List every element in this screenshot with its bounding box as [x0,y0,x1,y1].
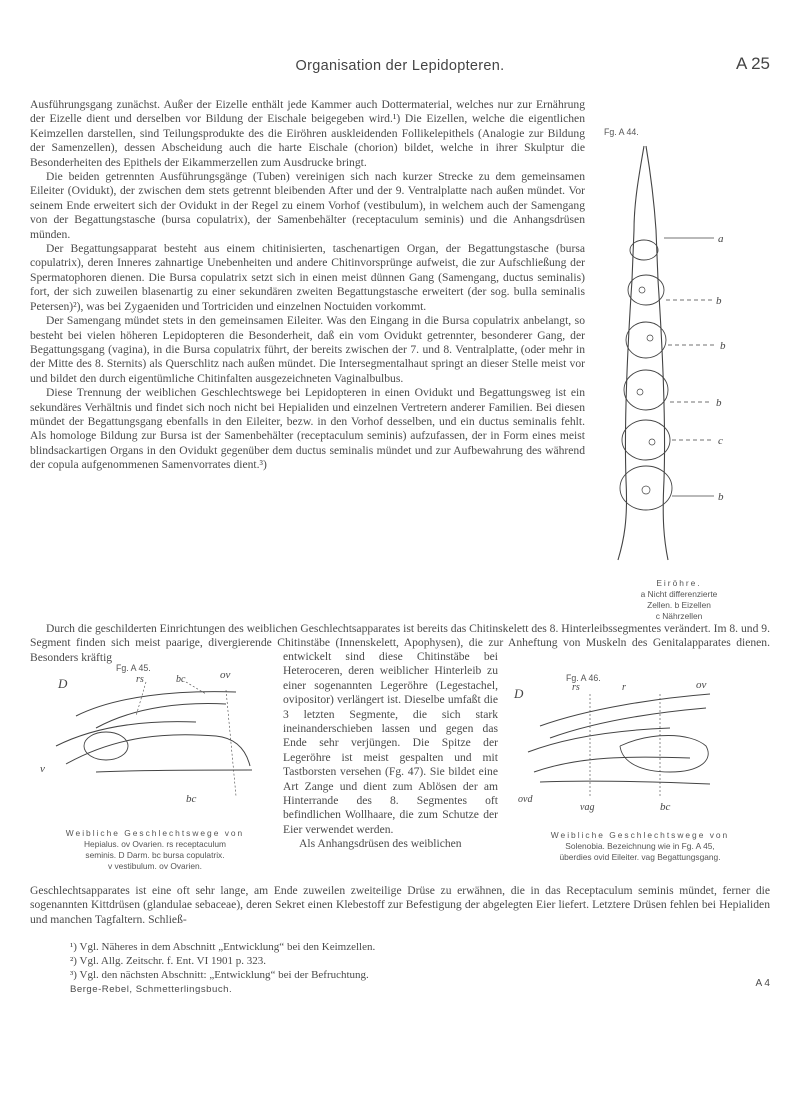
page-number: A 25 [735,54,770,73]
body-text-middle [283,650,498,852]
figure-45-label: Fg. A 45. [116,663,151,673]
caption-line: überdies ovid Eileiter. vag Begattungsgang. [559,852,721,862]
figure-45-letter: v [40,763,45,775]
paragraph: Diese Trennung der weiblichen Geschlechtswege bei Lepidopteren in einen Ovidukt und Begattungsweg ist ein sekundäres Verhältnis und findet sich noch nicht bei Hepialiden und einzelnen Vertretern anderer Familien. Bei diesen mündet der Begattungsgang ebenfalls in den Eileiter, bezw. in den Vorhof desselben, und ein ductus seminalis fehlt. Als homologe Bildung zur Bursa ist der Samenbehälter (receptaculum seminis) aufzufassen, der in Form eines meist blindsackartigen Organs in den Ovidukt gegenüber dem ductus seminalis mündet und zur Aufbewahrung des während der copula aufgenommenen Samenvorrates dient.³) [30,386,585,472]
figure-46-letter: bc [660,801,671,813]
paragraph: Ausführungsgang zunächst. Außer der Eizelle enthält jede Kammer auch Dottermaterial, welches nur zur Ernährung der Eizelle dient und derselben vor Bildung der Eischale beigegeben wird.¹) Die Eizellen, welche die eigentlichen Keimzellen darstellen, sind Teilungsprodukte des die Eiröhren auskleidenden Follikelepithels (Analogie zur Bildung der Samenzellen), dessen Abscheidung auch die harte Eischale (chorion) bildet, welche in ihrer Skulptur die Besonderheiten des Epithels der Eikammerzellen zum Ausdrucke bringt. [30,98,585,169]
figure-46-letter: rs [572,682,580,693]
caption-title: Weibliche Geschlechtswege von [65,828,245,838]
body-text-top [30,98,585,473]
figure-46-letter: r [622,682,626,693]
footnote: ¹) Vgl. Näheres in dem Abschnitt „Entwicklung“ bei den Keimzellen. [70,941,376,953]
figure-46-letter: D [514,686,524,701]
paragraph: Der Samengang mündet stets in den gemeinsamen Eileiter. Was den Eingang in die Bursa copulatrix anbelangt, so besteht bei vielen höheren Lepidopteren die Besonderheit, daß ein vom Ovidukt getrennter, besonderer Gang, der Begattungsgang (vagina), in die Bursa copulatrix führt, der bereits zwischen der 7. und 8. Ventralplatte, (oder mehr in der Mitte des 8. Sternits) als Querschlitz nach außen mündet. Die Intersegmentalhaut springt an dieser Stelle meist vor und bildet den durch eigentümliche Chitinfalten ausgezeichneten Vaginalbulbus. [30,314,585,385]
figure-45-letter: ov [220,669,231,681]
running-title: Organisation der Lepidopteren. [295,58,505,74]
caption-line: seminis. D Darm. bc bursa copulatrix. [85,850,225,860]
figure-46-letter: ovd [518,794,533,805]
footnote: ³) Vgl. den nächsten Abschnitt: „Entwicklung“ bei der Befruchtung. [70,969,369,981]
footnotes [70,940,770,982]
footnote: ²) Vgl. Allg. Zeitschr. f. Ent. VI 1901 p. 323. [70,955,266,967]
page-header [30,54,770,82]
figure-45-letter: rs [136,674,144,685]
figure-44-letter: b [718,491,724,503]
figure-45-caption [30,828,280,872]
figure-45-letter: bc [176,674,186,685]
body-text-bottom [30,884,770,927]
figure-44-letter: b [716,397,722,409]
figure-45-letter: bc [186,793,197,805]
figure-44-letter: a [718,233,724,245]
paragraph: Der Begattungsapparat besteht aus einem chitinisierten, taschenartigen Organ, der Begattungstasche (bursa copulatrix), deren Inneres zahnartige Unebenheiten und andere Chitinvorsprünge aufweist, die zur Aufschließung der Spermatophoren dienen. Die Bursa copulatrix setzt sich in einen meist dünnen Gang (Samengang, ductus seminalis) fort, der sich zuweilen blasenartig zu einer sekundären zweiten Begattungstasche erweitert (der sog. bulla seminalis Petersen)²), was bei Zygaeniden und Tortriciden und einzelnen Noctuiden vorkommt. [30,242,585,313]
figure-46-letter: vag [580,802,595,813]
figure-46-letter: ov [696,679,707,691]
printer-signature: Berge-Rebel, Schmetterlingsbuch. [70,984,233,995]
figure-44-letter: b [716,295,722,307]
figure-45-letter: D [58,676,68,691]
figure-44-drawing [594,140,774,570]
figure-44-letter: b [720,340,726,352]
caption-line: c Nährzellen [655,611,703,621]
caption-line: Solenobia. Bezeichnung wie in Fg. A 45, [565,841,715,851]
caption-line: a Nicht differenzierte [640,589,718,599]
figure-46-caption [505,830,775,863]
caption-line: Zellen. b Eizellen [647,600,711,610]
caption-title: Eiröhre. [656,578,702,588]
figure-44-caption [594,578,764,622]
signature-mark: A 4 [755,978,770,989]
paragraph: entwickelt sind diese Chitinstäbe bei Heteroceren, deren weiblicher Hinterleib zu einer sogenannten Legeröhre (Legestachel, ovipositor) verlängert ist. Dieselbe umfaßt die 3 letzten Segmente, die sich stark ineinanderschieben lassen und gegen das Ende sehr verjüngen. Die Spitze der Legeröhre ist meist gespalten und mit Tastborsten versehen (Fg. 47). Sie bildet eine Art Zange und dient zum Ablösen der am Hinterrande des 8. Segmentes oft befindlichen Wollhaare, die zum Schutze der Eier verwendet werden. [283,650,498,836]
paragraph: Geschlechtsapparates ist eine oft sehr lange, am Ende zuweilen zweiteilige Drüse zu erwähnen, die in das Receptaculum seminis mündet, ferner die sogenannten Kittdrüsen (glandulae sebaceae), deren Sekret einen Klebestoff zur Befestigung der abgelegten Eier liefert. Letztere Drüsen fehlen bei Hepialiden und manchen Tagfaltern. Schließ- [30,884,770,926]
caption-line: Hepialus. ov Ovarien. rs receptaculum [84,839,226,849]
paragraph: Durch die geschilderten Einrichtungen des weiblichen Geschlechtsapparates ist bereits das Chitinskelett des 8. Hinterleibssegmentes verändert. Im 8. und 9. Segment finden sich meist paarige, divergierende Chitinstäbe (Innenskelett, Apophysen), die zur Anheftung von Muskeln des Genitalapparates dienen. Besonders kräftig [30,622,770,664]
figure-46-label: Fg. A 46. [566,673,601,683]
figure-46-drawing [510,679,750,816]
figure-44-label: Fg. A 44. [604,127,639,137]
caption-title: Weibliche Geschlechtswege von [550,830,730,840]
figure-44-letter: c [718,435,723,447]
paragraph: Als Anhangsdrüsen des weiblichen [299,837,462,851]
caption-line: v vestibulum. ov Ovarien. [107,861,203,871]
figure-45-drawing [36,669,276,806]
paragraph: Die beiden getrennten Ausführungsgänge (Tuben) vereinigen sich nach kurzer Strecke zu dem gemeinsamen Eileiter (Ovidukt), der zwischen dem stets getrennt bleibenden After und der 9. Ventralplatte nach außen mündet. Vor seinem Ende erweitert sich der Ovidukt in der Regel zu einem Vorhof (vestibulum), in welchem auch der Samengang von der Begattungstasche (bursa copulatrix), der Samenbehälter (receptaculum seminis) und die Anhangsdrüsen münden. [30,170,585,241]
